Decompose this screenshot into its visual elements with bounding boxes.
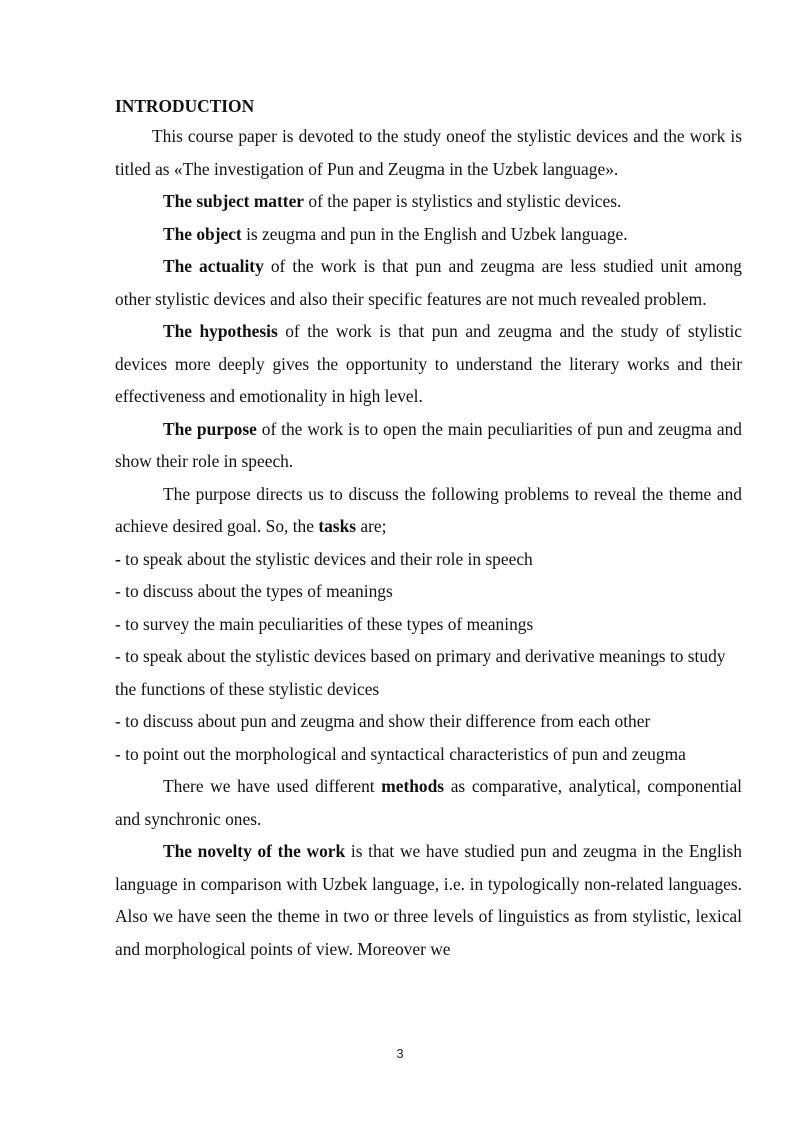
object-text: is zeugma and pun in the English and Uzbek language. — [241, 223, 628, 244]
page-content — [115, 92, 742, 965]
list-item-dash: - — [115, 646, 126, 666]
methods-paragraph — [115, 770, 742, 835]
list-item — [115, 738, 742, 771]
list-item-text: to speak about the stylistic devices and their role in speech — [125, 548, 533, 569]
novelty-label: The novelty of the work — [163, 841, 346, 861]
list-item-text: to discuss about pun and zeugma and show their difference from each other — [125, 711, 651, 731]
purpose-label: The purpose — [163, 418, 257, 439]
subject-text: of the paper is stylistics and stylistic devices. — [304, 191, 622, 211]
list-item-dash: - — [115, 548, 126, 569]
actuality-paragraph — [115, 250, 742, 315]
actuality-text: of the work is that pun and zeugma are less studied unit among other stylistic devices and also their specific features are not much revealed problem. — [115, 256, 742, 309]
list-item-text: to survey the main peculiarities of these types of meanings — [125, 613, 534, 634]
list-item-text: to discuss about the types of meanings — [125, 581, 393, 601]
list-item-text: to speak about the stylistic devices based on primary and derivative meanings to study the functions of these stylistic devices — [115, 646, 726, 699]
purpose-text: of the work is to open the main peculiarities of pun and zeugma and show their role in speech. — [115, 418, 742, 471]
novelty-text: is that we have studied pun and zeugma in the English language in comparison with Uzbek language, i.e. in typologically non-related languages. Also we have seen the theme in two or three levels of linguistics as from stylistic, lexical and morphological points of view. Moreover we — [115, 841, 743, 959]
list-item — [115, 705, 742, 738]
methods-after: as comparative, analytical, componential and synchronic ones. — [115, 776, 742, 829]
list-item-dash: - — [115, 743, 126, 764]
methods-before: There we have used different — [163, 776, 382, 796]
tasks-intro-before: The purpose directs us to discuss the following problems to reveal the theme and achieve desired goal. So, the — [115, 483, 742, 536]
novelty-paragraph — [115, 835, 742, 965]
hypothesis-paragraph — [115, 315, 742, 413]
hypothesis-label: The hypothesis — [163, 321, 278, 341]
subject-paragraph — [115, 185, 742, 218]
tasks-intro-paragraph — [115, 478, 742, 543]
tasks-label: tasks — [318, 516, 357, 536]
list-item-dash: - — [115, 711, 126, 731]
list-item — [115, 543, 742, 576]
list-item-text: to point out the morphological and syntactical characteristics of pun and zeugma — [125, 743, 686, 764]
methods-label: methods — [381, 776, 445, 796]
intro-text: This course paper is devoted to the study oneof the stylistic devices and the work is titled as «The investigation of Pun and Zeugma in the Uzbek language». — [115, 126, 742, 179]
list-item — [115, 575, 742, 608]
list-item — [115, 640, 742, 705]
hypothesis-text: of the work is that pun and zeugma and the study of stylistic devices more deeply gives the opportunity to understand the literary works and their effectiveness and emotionality in high level. — [115, 321, 742, 406]
tasks-intro-after: are; — [356, 516, 387, 536]
subject-label: The subject matter — [163, 191, 305, 211]
object-label: The object — [163, 223, 242, 244]
list-item-dash: - — [115, 581, 126, 601]
purpose-paragraph — [115, 413, 742, 478]
object-paragraph — [115, 218, 742, 251]
list-item — [115, 608, 742, 641]
list-item-dash: - — [115, 613, 126, 634]
actuality-label: The actuality — [163, 256, 264, 276]
page-number: 3 — [396, 1046, 404, 1061]
section-heading: INTRODUCTION — [115, 96, 255, 116]
intro-paragraph — [115, 120, 742, 185]
